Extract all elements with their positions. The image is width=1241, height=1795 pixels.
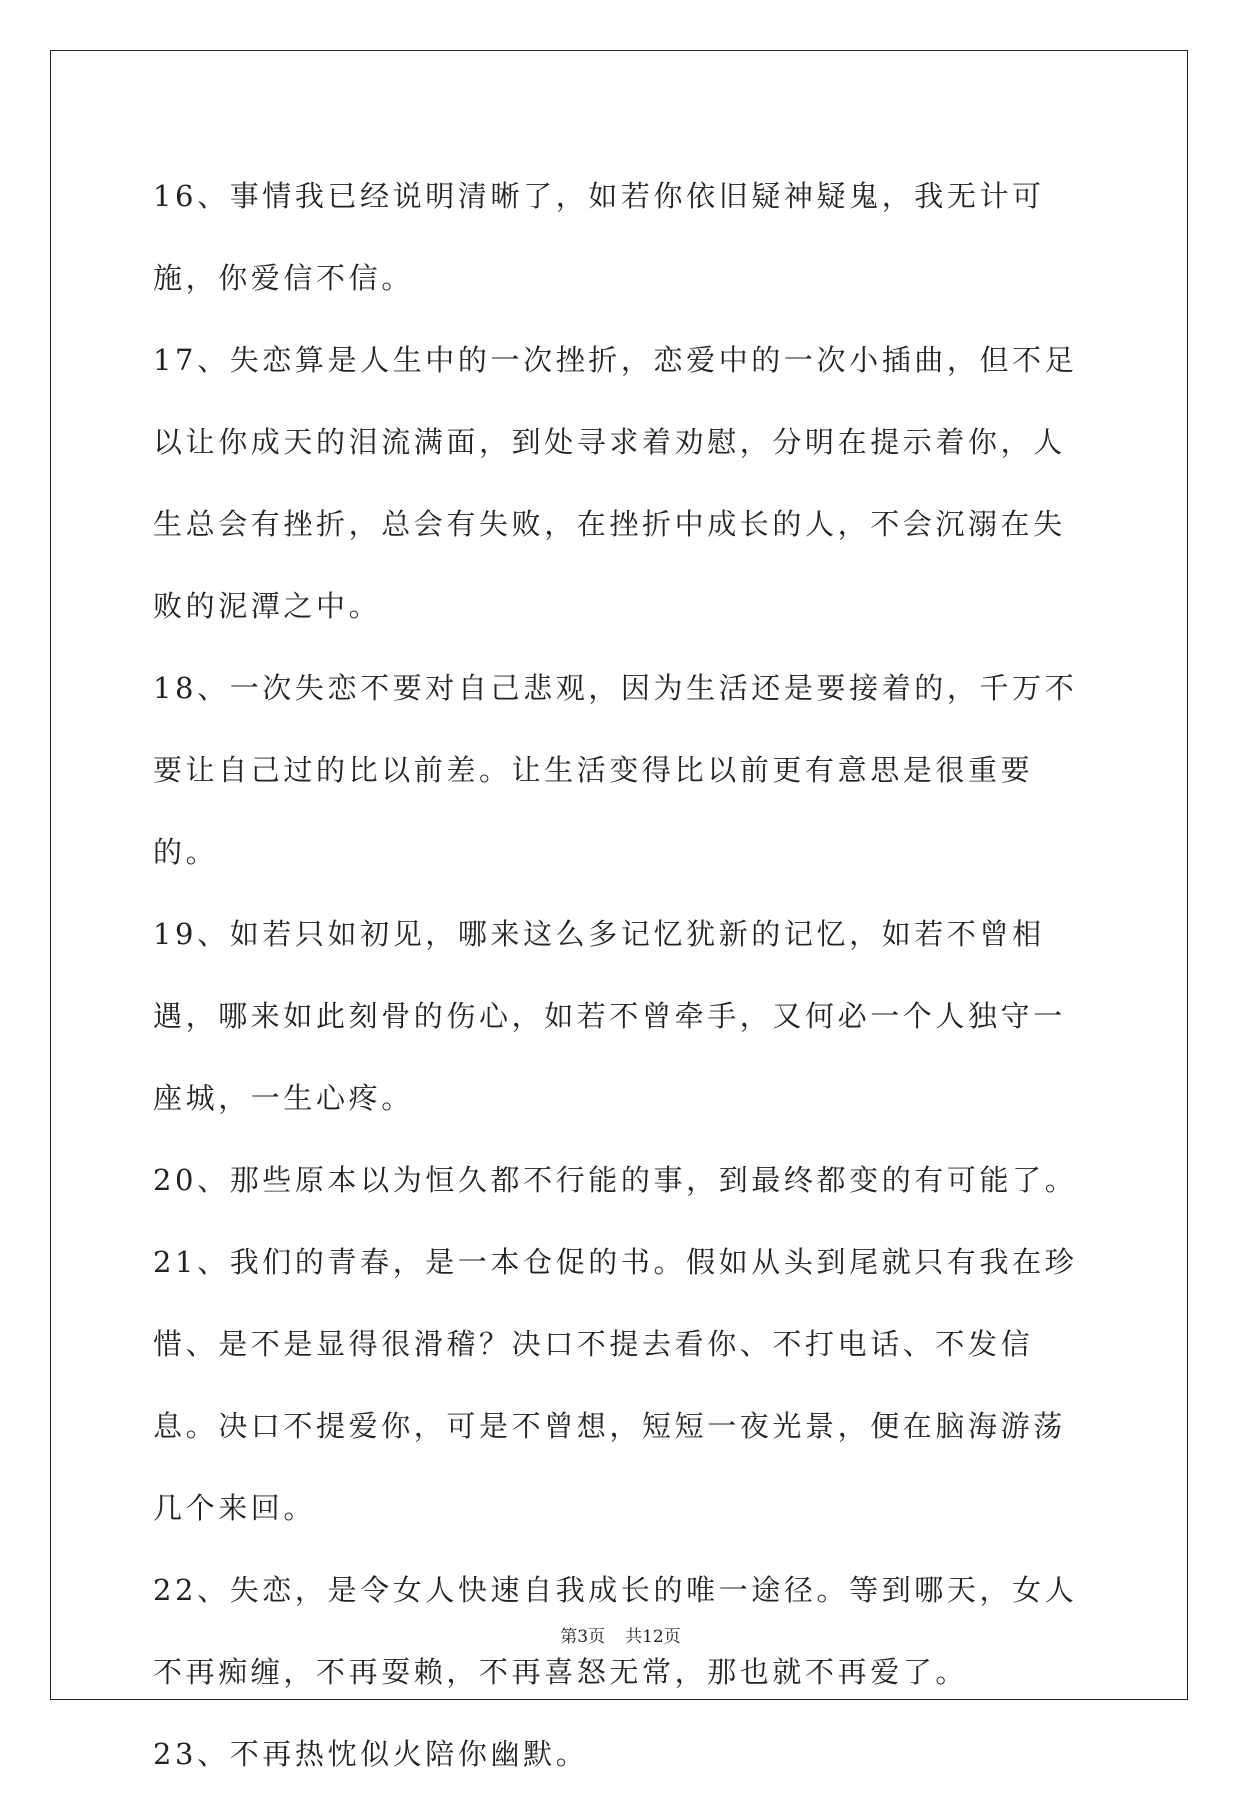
paragraph-22: 22、失恋，是令女人快速自我成长的唯一途径。等到哪天，女人不再痴缠，不再耍赖，不再喜怒无常，那也就不再爱了。 bbox=[153, 1573, 1078, 1689]
page-number: 第3页 bbox=[560, 1627, 606, 1647]
paragraph-16: 16、事情我已经说明清晰了，如若你依旧疑神疑鬼，我无计可施，你爱信不信。 bbox=[153, 179, 1045, 295]
page-footer bbox=[0, 1622, 1241, 1647]
paragraph-23: 23、不再热忱似火陪你幽默。 bbox=[153, 1737, 589, 1771]
document-body bbox=[153, 155, 1093, 1795]
paragraph-21: 21、我们的青春，是一本仓促的书。假如从头到尾就只有我在珍惜、是不是显得很滑稽？决口不提去看你、不打电话、不发信息。决口不提爱你，可是不曾想，短短一夜光景，便在脑海游荡几个来回。 bbox=[153, 1245, 1078, 1525]
paragraph-19: 19、如若只如初见，哪来这么多记忆犹新的记忆，如若不曾相遇，哪来如此刻骨的伤心，如若不曾牵手，又何必一个人独守一座城，一生心疼。 bbox=[153, 917, 1066, 1115]
paragraph-20: 20、那些原本以为恒久都不行能的事，到最终都变的有可能了。 bbox=[153, 1163, 1078, 1197]
paragraph-18: 18、一次失恋不要对自己悲观，因为生活还是要接着的，千万不要让自己过的比以前差。让生活变得比以前更有意思是很重要的。 bbox=[153, 671, 1078, 869]
page-total: 共12页 bbox=[625, 1627, 681, 1647]
paragraph-17: 17、失恋算是人生中的一次挫折，恋爱中的一次小插曲，但不足以让你成天的泪流满面，到处寻求着劝慰，分明在提示着你，人生总会有挫折，总会有失败，在挫折中成长的人，不会沉溺在失败的泥潭之中。 bbox=[153, 343, 1078, 623]
